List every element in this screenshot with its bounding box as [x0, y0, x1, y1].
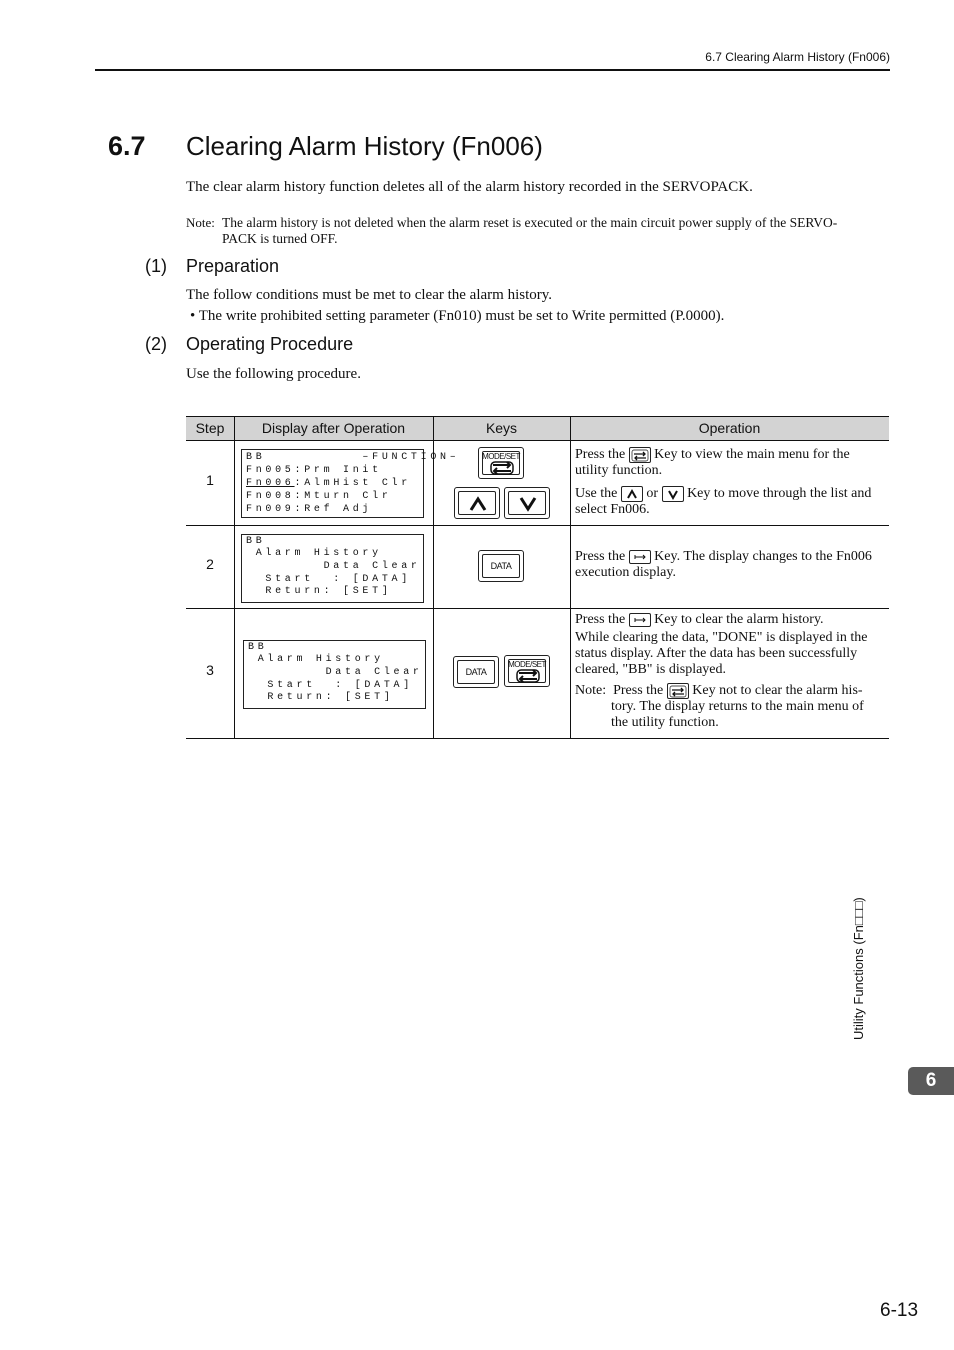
- table-rule-row2: [186, 608, 889, 609]
- table-header-step: Step: [195, 420, 225, 436]
- preparation-bullet: • The write prohibited setting parameter (Fn010) must be set to Write permitted (P.0000).: [190, 308, 725, 324]
- note-text-line2: PACK is turned OFF.: [222, 231, 338, 246]
- mode-set-key: MODE/SET: [504, 655, 550, 687]
- procedure-text: Use the following procedure.: [186, 366, 361, 382]
- operation-step3-a: Press the Key to clear the alarm history.: [575, 612, 824, 627]
- preparation-title: Preparation: [186, 256, 280, 276]
- operation-step1-b: Use the or Key to move through the list and select Fn006.: [575, 486, 872, 518]
- up-arrow-icon: [469, 496, 487, 512]
- data-key: DATA: [478, 550, 524, 582]
- lcd-cursor-rest: :AlmHist Clr: [294, 478, 411, 489]
- procedure-title: Operating Procedure: [186, 334, 354, 354]
- up-key-inline-icon: [621, 486, 643, 502]
- lcd-line: Fn008:Mturn Clr: [246, 491, 392, 502]
- preparation-number: (1): [145, 256, 167, 276]
- data-key-inline-icon: [629, 613, 651, 627]
- down-arrow-icon: [519, 496, 537, 512]
- table-rule-row1: [186, 525, 889, 526]
- mode-set-arrow-icon: [516, 669, 540, 683]
- note-label: Note:: [186, 215, 215, 230]
- up-key: [454, 487, 500, 519]
- lcd-line: Start : [DATA]: [246, 574, 411, 585]
- lcd-line-selected: [246, 478, 411, 490]
- intro-paragraph: The clear alarm history function deletes all of the alarm history recorded in the SERVOPACK.: [186, 179, 753, 195]
- lcd-line: Fn005:Prm Init: [246, 465, 382, 476]
- lcd-line: BB –FUNCTION–: [246, 452, 460, 463]
- step-number: 3: [206, 662, 214, 678]
- lcd-line: Return: [SET]: [248, 692, 394, 703]
- lcd-line: Data Clear: [246, 561, 421, 572]
- operation-step3-note: Note: Press the Key not to clear the alarm his- tory. The display returns to the main menu of the utility function.: [575, 683, 864, 731]
- chapter-tab: 6: [908, 1067, 954, 1095]
- preparation-text: The follow conditions must be met to clear the alarm history.: [186, 287, 553, 303]
- table-col-divider-2: [433, 416, 434, 739]
- table-header-operation: Operation: [698, 420, 761, 436]
- lcd-display-step2: [241, 534, 424, 603]
- chapter-side-label: Utility Functions (Fn□□□): [851, 897, 866, 1040]
- table-rule-bottom: [186, 738, 889, 739]
- table-col-divider-3: [570, 416, 571, 739]
- table-header-keys: Keys: [485, 420, 518, 436]
- table-rule-header: [186, 440, 889, 441]
- lcd-display-step1: [241, 449, 460, 518]
- lcd-line: Start : [DATA]: [248, 680, 413, 691]
- data-key: DATA: [453, 656, 499, 688]
- page-number: 6-13: [880, 1300, 919, 1321]
- lcd-line: Alarm History: [248, 654, 384, 665]
- mode-set-key-inline-icon: [629, 447, 651, 463]
- lcd-line: Alarm History: [246, 548, 382, 559]
- operation-step2: Press the Key. The display changes to the Fn006 execution display.: [575, 549, 872, 580]
- operation-step3-b: While clearing the data, "DONE" is displayed in the status display. After the data has been successfully cleared, "BB" is displayed.: [575, 630, 868, 677]
- step-number: 1: [206, 472, 214, 488]
- table-col-divider-1: [234, 416, 235, 739]
- step-number: 2: [206, 556, 214, 572]
- procedure-number: (2): [145, 334, 167, 354]
- down-key-inline-icon: [662, 486, 684, 502]
- down-key: [504, 487, 550, 519]
- lcd-line: BB: [246, 536, 266, 547]
- operation-step1-a: Press the Key to view the main menu for the utility function.: [575, 447, 850, 479]
- table-header-display: Display after Operation: [261, 420, 406, 436]
- mode-set-key-inline-icon: [667, 683, 689, 699]
- lcd-display-step3: [243, 640, 426, 709]
- running-header: 6.7 Clearing Alarm History (Fn006): [705, 50, 890, 64]
- lcd-line: Data Clear: [248, 667, 423, 678]
- lcd-line: BB: [248, 642, 268, 653]
- lcd-line: Fn009:Ref Adj: [246, 504, 373, 515]
- lcd-cursor-item: Fn006: [246, 478, 295, 489]
- lcd-line: Return: [SET]: [246, 586, 392, 597]
- section-title: Clearing Alarm History (Fn006): [186, 131, 543, 161]
- mode-set-arrow-icon: [490, 461, 514, 475]
- data-key-inline-icon: [629, 550, 651, 564]
- note-text-line1: The alarm history is not deleted when the alarm reset is executed or the main circuit power supply of the SERVO-: [222, 215, 838, 230]
- section-number: 6.7: [108, 131, 146, 161]
- header-rule: [95, 69, 890, 71]
- mode-set-key: MODE/SET: [478, 447, 524, 479]
